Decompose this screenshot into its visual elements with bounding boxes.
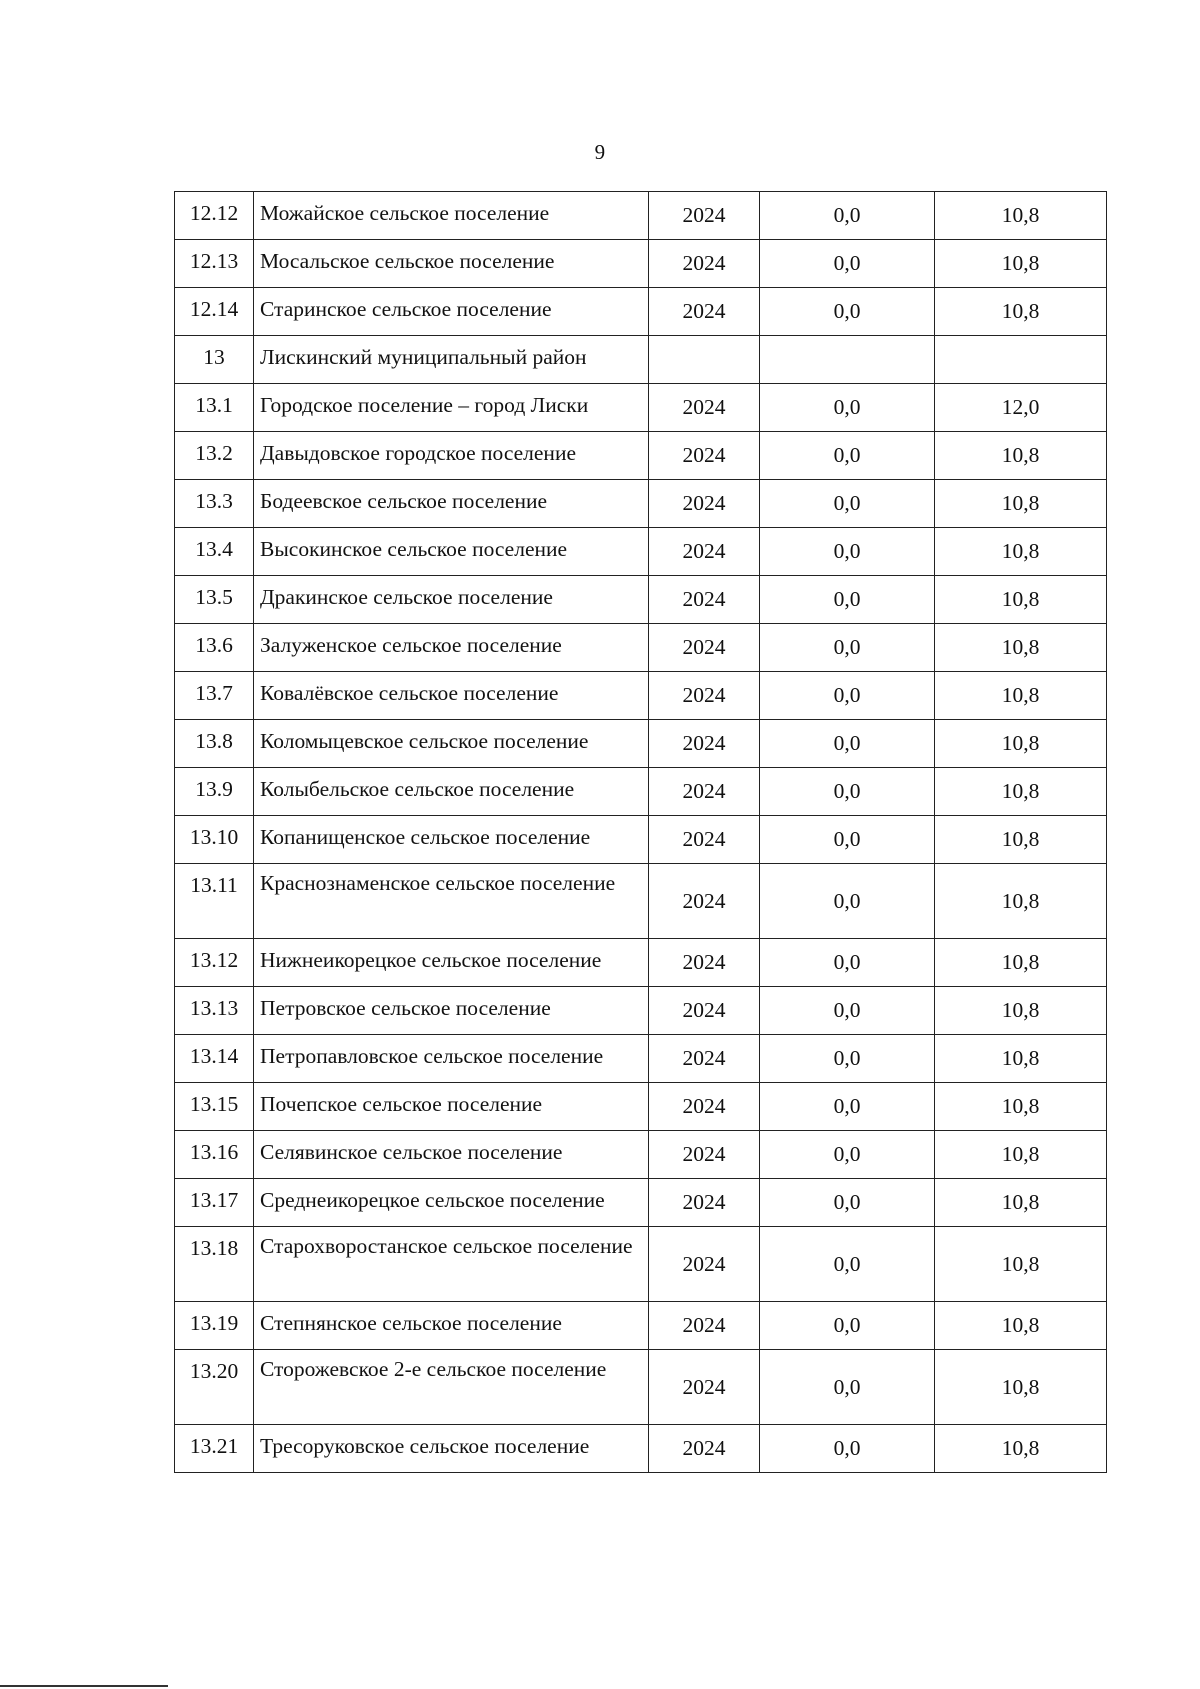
settlement-name-text: Залуженское сельское поселение (260, 633, 562, 657)
year-cell (649, 987, 760, 1035)
value-1-text: 0,0 (833, 251, 861, 275)
value-1-text: 0,0 (833, 443, 861, 467)
value-1-cell (760, 576, 935, 624)
table-row (175, 1179, 1107, 1227)
value-2-cell (935, 288, 1107, 336)
year-text: 2024 (682, 1142, 726, 1166)
year-cell (649, 576, 760, 624)
row-number-text: 13.16 (189, 1140, 239, 1164)
value-2-text: 10,8 (1001, 998, 1040, 1022)
row-number-cell (175, 288, 254, 336)
row-number-cell (175, 1035, 254, 1083)
value-2-text: 10,8 (1001, 779, 1040, 803)
row-number-text: 13.3 (195, 489, 233, 513)
settlement-name-cell (254, 1302, 649, 1350)
row-number-cell (175, 1302, 254, 1350)
settlement-name-text: Давыдовское городское поселение (260, 441, 576, 465)
value-1-text: 0,0 (833, 539, 861, 563)
row-number-cell (175, 816, 254, 864)
year-cell (649, 1131, 760, 1179)
value-1-cell (760, 480, 935, 528)
table-row (175, 384, 1107, 432)
value-2-cell (935, 528, 1107, 576)
year-text: 2024 (682, 731, 726, 755)
year-cell (649, 192, 760, 240)
year-cell (649, 1035, 760, 1083)
year-text: 2024 (682, 1046, 726, 1070)
settlement-name-cell (254, 240, 649, 288)
year-text: 2024 (682, 491, 726, 515)
year-cell (649, 1083, 760, 1131)
value-1-text: 0,0 (833, 587, 861, 611)
year-cell (649, 1227, 760, 1302)
year-cell (649, 288, 760, 336)
settlement-name-cell (254, 816, 649, 864)
settlement-name-cell (254, 1083, 649, 1131)
value-1-text: 0,0 (833, 299, 861, 323)
row-number-text: 13.11 (190, 873, 238, 897)
year-cell (649, 672, 760, 720)
value-1-cell (760, 624, 935, 672)
value-1-cell (760, 1302, 935, 1350)
year-text: 2024 (682, 587, 726, 611)
year-text: 2024 (682, 395, 726, 419)
table-row (175, 1302, 1107, 1350)
settlement-name-cell (254, 864, 649, 939)
year-text: 2024 (682, 1436, 726, 1460)
row-number-text: 12.14 (189, 297, 239, 321)
year-cell (649, 432, 760, 480)
table-row (175, 480, 1107, 528)
row-number-cell (175, 576, 254, 624)
row-number-cell (175, 480, 254, 528)
row-number-text: 13.1 (195, 393, 233, 417)
value-1-cell (760, 1350, 935, 1425)
value-1-text: 0,0 (833, 950, 861, 974)
value-2-text: 10,8 (1001, 731, 1040, 755)
settlement-name-text: Лискинский муниципальный район (260, 345, 587, 369)
year-text: 2024 (682, 635, 726, 659)
value-1-cell (760, 1425, 935, 1473)
table-row (175, 1083, 1107, 1131)
value-1-cell (760, 864, 935, 939)
value-2-cell (935, 768, 1107, 816)
value-2-cell (935, 1350, 1107, 1425)
table-row (175, 1227, 1107, 1302)
settlement-name-cell (254, 1227, 649, 1302)
value-2-text: 10,8 (1001, 1313, 1040, 1337)
value-2-text: 10,8 (1001, 251, 1040, 275)
settlement-name-text: Городское поселение – город Лиски (260, 393, 589, 417)
row-number-cell (175, 432, 254, 480)
table-row (175, 240, 1107, 288)
value-1-cell (760, 672, 935, 720)
row-number-text: 13.12 (189, 948, 239, 972)
value-1-cell (760, 1227, 935, 1302)
value-2-text: 10,8 (1001, 587, 1040, 611)
settlement-name-cell (254, 624, 649, 672)
year-text: 2024 (682, 299, 726, 323)
row-number-cell (175, 1227, 254, 1302)
row-number-text: 13.15 (189, 1092, 239, 1116)
settlement-name-text: Старинское сельское поселение (260, 297, 552, 321)
settlements-table (174, 191, 1107, 1473)
year-cell (649, 1302, 760, 1350)
settlement-name-cell (254, 384, 649, 432)
value-2-text: 10,8 (1001, 827, 1040, 851)
value-2-text: 10,8 (1001, 299, 1040, 323)
value-2-text: 10,8 (1001, 203, 1040, 227)
settlement-name-cell (254, 768, 649, 816)
value-2-cell (935, 576, 1107, 624)
year-cell (649, 336, 760, 384)
year-text: 2024 (682, 779, 726, 803)
year-cell (649, 720, 760, 768)
settlement-name-cell (254, 1350, 649, 1425)
value-1-cell (760, 939, 935, 987)
table-row (175, 720, 1107, 768)
settlement-name-text: Почепское сельское поселение (260, 1092, 543, 1116)
row-number-text: 13.21 (189, 1434, 239, 1458)
value-2-text: 10,8 (1001, 683, 1040, 707)
row-number-cell (175, 624, 254, 672)
value-2-text: 10,8 (1001, 539, 1040, 563)
year-cell (649, 1425, 760, 1473)
value-1-text: 0,0 (833, 827, 861, 851)
table-row (175, 624, 1107, 672)
year-cell (649, 816, 760, 864)
row-number-text: 13.10 (189, 825, 239, 849)
value-1-cell (760, 384, 935, 432)
value-2-cell (935, 336, 1107, 384)
row-number-text: 13.19 (189, 1311, 239, 1335)
table-row (175, 1131, 1107, 1179)
year-cell (649, 528, 760, 576)
row-number-text: 12.13 (189, 249, 239, 273)
settlement-name-text: Высокинское сельское поселение (260, 537, 568, 561)
settlement-name-text: Колыбельское сельское поселение (260, 777, 575, 801)
value-1-text: 0,0 (833, 1251, 861, 1276)
table-row (175, 1350, 1107, 1425)
row-number-cell (175, 240, 254, 288)
year-cell (649, 939, 760, 987)
value-2-text: 10,8 (1001, 443, 1040, 467)
row-number-text: 13.5 (195, 585, 233, 609)
value-2-cell (935, 1083, 1107, 1131)
year-text: 2024 (682, 683, 726, 707)
settlement-name-cell (254, 288, 649, 336)
settlement-name-text: Краснознаменское сельское поселение (260, 871, 616, 895)
row-number-cell (175, 768, 254, 816)
value-1-text: 0,0 (833, 731, 861, 755)
value-2-cell (935, 624, 1107, 672)
year-text: 2024 (682, 1374, 726, 1399)
table-row (175, 1425, 1107, 1473)
value-1-text: 0,0 (833, 779, 861, 803)
value-1-cell (760, 1083, 935, 1131)
value-2-cell (935, 432, 1107, 480)
row-number-text: 13.18 (189, 1236, 239, 1260)
value-2-text: 10,8 (1001, 491, 1040, 515)
settlement-name-cell (254, 939, 649, 987)
row-number-text: 13.13 (189, 996, 239, 1020)
value-2-cell (935, 240, 1107, 288)
row-number-cell (175, 192, 254, 240)
settlement-name-cell (254, 336, 649, 384)
table-row (175, 432, 1107, 480)
year-cell (649, 768, 760, 816)
value-1-cell (760, 240, 935, 288)
value-1-cell (760, 432, 935, 480)
value-1-text: 0,0 (833, 1374, 861, 1399)
year-text: 2024 (682, 1190, 726, 1214)
row-number-cell (175, 1425, 254, 1473)
value-1-cell (760, 720, 935, 768)
row-number-text: 13.17 (189, 1188, 239, 1212)
year-text: 2024 (682, 950, 726, 974)
settlement-name-cell (254, 672, 649, 720)
year-text: 2024 (682, 1094, 726, 1118)
table-row (175, 528, 1107, 576)
settlement-name-text: Петровское сельское поселение (260, 996, 551, 1020)
year-cell (649, 480, 760, 528)
table-body (175, 192, 1107, 1473)
year-text: 2024 (682, 203, 726, 227)
value-2-text: 10,8 (1001, 1094, 1040, 1118)
settlement-name-cell (254, 528, 649, 576)
year-text: 2024 (682, 251, 726, 275)
settlement-name-text: Коломыцевское сельское поселение (260, 729, 589, 753)
table-row (175, 864, 1107, 939)
year-cell (649, 1350, 760, 1425)
settlement-name-text: Тресоруковское сельское поселение (260, 1434, 590, 1458)
value-2-cell (935, 384, 1107, 432)
value-1-cell (760, 336, 935, 384)
year-text: 2024 (682, 1313, 726, 1337)
settlement-name-cell (254, 576, 649, 624)
value-2-text: 10,8 (1001, 1251, 1040, 1276)
value-2-cell (935, 1035, 1107, 1083)
settlement-name-text: Дракинское сельское поселение (260, 585, 553, 609)
value-1-text: 0,0 (833, 1046, 861, 1070)
row-number-text: 13.8 (195, 729, 233, 753)
value-1-cell (760, 987, 935, 1035)
value-2-text: 10,8 (1001, 888, 1040, 913)
value-2-text: 10,8 (1001, 1142, 1040, 1166)
settlement-name-cell (254, 1425, 649, 1473)
row-number-text: 13.20 (189, 1359, 239, 1383)
year-cell (649, 864, 760, 939)
value-1-text: 0,0 (833, 395, 861, 419)
value-2-text: 10,8 (1001, 1190, 1040, 1214)
value-1-text: 0,0 (833, 635, 861, 659)
value-2-cell (935, 816, 1107, 864)
value-1-text: 0,0 (833, 1142, 861, 1166)
settlement-name-text: Среднеикорецкое сельское поселение (260, 1188, 605, 1212)
year-text: 2024 (682, 998, 726, 1022)
year-cell (649, 1179, 760, 1227)
value-1-text: 0,0 (833, 888, 861, 913)
settlement-name-text: Селявинское сельское поселение (260, 1140, 563, 1164)
page-number: 9 (594, 140, 606, 164)
settlement-name-text: Нижнеикорецкое сельское поселение (260, 948, 602, 972)
value-1-cell (760, 1179, 935, 1227)
value-2-cell (935, 1131, 1107, 1179)
value-2-text: 10,8 (1001, 1046, 1040, 1070)
row-number-text: 13.14 (189, 1044, 239, 1068)
row-number-text: 13.9 (195, 777, 233, 801)
settlement-name-text: Ковалёвское сельское поселение (260, 681, 559, 705)
value-1-cell (760, 1035, 935, 1083)
settlement-name-text: Мосальское сельское поселение (260, 249, 555, 273)
row-number-text: 12.12 (189, 201, 239, 225)
value-2-text: 10,8 (1001, 635, 1040, 659)
row-number-text: 13 (203, 345, 225, 369)
settlement-name-cell (254, 1179, 649, 1227)
value-2-text: 12,0 (1001, 395, 1040, 419)
value-1-text: 0,0 (833, 998, 861, 1022)
value-1-text: 0,0 (833, 1190, 861, 1214)
value-2-cell (935, 672, 1107, 720)
row-number-cell (175, 720, 254, 768)
settlement-name-cell (254, 987, 649, 1035)
value-1-text: 0,0 (833, 1313, 861, 1337)
value-2-text: 10,8 (1001, 1436, 1040, 1460)
value-1-cell (760, 192, 935, 240)
value-1-text: 0,0 (833, 683, 861, 707)
row-number-cell (175, 672, 254, 720)
row-number-cell (175, 987, 254, 1035)
table-row (175, 192, 1107, 240)
value-2-cell (935, 1425, 1107, 1473)
row-number-text: 13.7 (195, 681, 233, 705)
settlement-name-cell (254, 1131, 649, 1179)
value-2-cell (935, 720, 1107, 768)
value-1-cell (760, 528, 935, 576)
value-2-cell (935, 480, 1107, 528)
row-number-cell (175, 939, 254, 987)
settlement-name-cell (254, 480, 649, 528)
table-row (175, 939, 1107, 987)
table-row (175, 987, 1107, 1035)
year-text: 2024 (682, 539, 726, 563)
value-1-cell (760, 768, 935, 816)
value-2-text: 10,8 (1001, 950, 1040, 974)
year-text: 2024 (682, 888, 726, 913)
footnote-rule (0, 1685, 168, 1687)
row-number-text: 13.6 (195, 633, 233, 657)
settlement-name-text: Можайское сельское поселение (260, 201, 550, 225)
value-1-cell (760, 816, 935, 864)
table-row (175, 336, 1107, 384)
settlement-name-cell (254, 192, 649, 240)
settlement-name-text: Степнянское сельское поселение (260, 1311, 562, 1335)
row-number-cell (175, 336, 254, 384)
row-number-text: 13.4 (195, 537, 233, 561)
year-text: 2024 (682, 443, 726, 467)
value-1-text: 0,0 (833, 1436, 861, 1460)
row-number-cell (175, 864, 254, 939)
value-2-cell (935, 192, 1107, 240)
year-text: 2024 (682, 827, 726, 851)
table-row (175, 816, 1107, 864)
settlement-name-text: Старохворостанское сельское поселение (260, 1234, 633, 1258)
row-number-cell (175, 1131, 254, 1179)
table-row (175, 288, 1107, 336)
value-1-text: 0,0 (833, 1094, 861, 1118)
settlement-name-text: Копанищенское сельское поселение (260, 825, 591, 849)
value-2-cell (935, 987, 1107, 1035)
settlement-name-cell (254, 720, 649, 768)
settlement-name-text: Сторожевское 2-е сельское поселение (260, 1357, 607, 1381)
row-number-text: 13.2 (195, 441, 233, 465)
year-cell (649, 384, 760, 432)
table-row (175, 768, 1107, 816)
year-cell (649, 624, 760, 672)
table-row (175, 576, 1107, 624)
row-number-cell (175, 1350, 254, 1425)
table-row (175, 1035, 1107, 1083)
value-2-text: 10,8 (1001, 1374, 1040, 1399)
value-1-text: 0,0 (833, 491, 861, 515)
row-number-cell (175, 1083, 254, 1131)
settlement-name-text: Петропавловское сельское поселение (260, 1044, 604, 1068)
settlement-name-cell (254, 432, 649, 480)
value-2-cell (935, 1227, 1107, 1302)
row-number-cell (175, 1179, 254, 1227)
year-cell (649, 240, 760, 288)
value-2-cell (935, 864, 1107, 939)
value-1-cell (760, 288, 935, 336)
value-1-text: 0,0 (833, 203, 861, 227)
value-2-cell (935, 1179, 1107, 1227)
settlement-name-text: Бодеевское сельское поселение (260, 489, 548, 513)
row-number-cell (175, 384, 254, 432)
value-1-cell (760, 1131, 935, 1179)
year-text: 2024 (682, 1251, 726, 1276)
table-row (175, 672, 1107, 720)
value-2-cell (935, 1302, 1107, 1350)
value-2-cell (935, 939, 1107, 987)
settlement-name-cell (254, 1035, 649, 1083)
row-number-cell (175, 528, 254, 576)
